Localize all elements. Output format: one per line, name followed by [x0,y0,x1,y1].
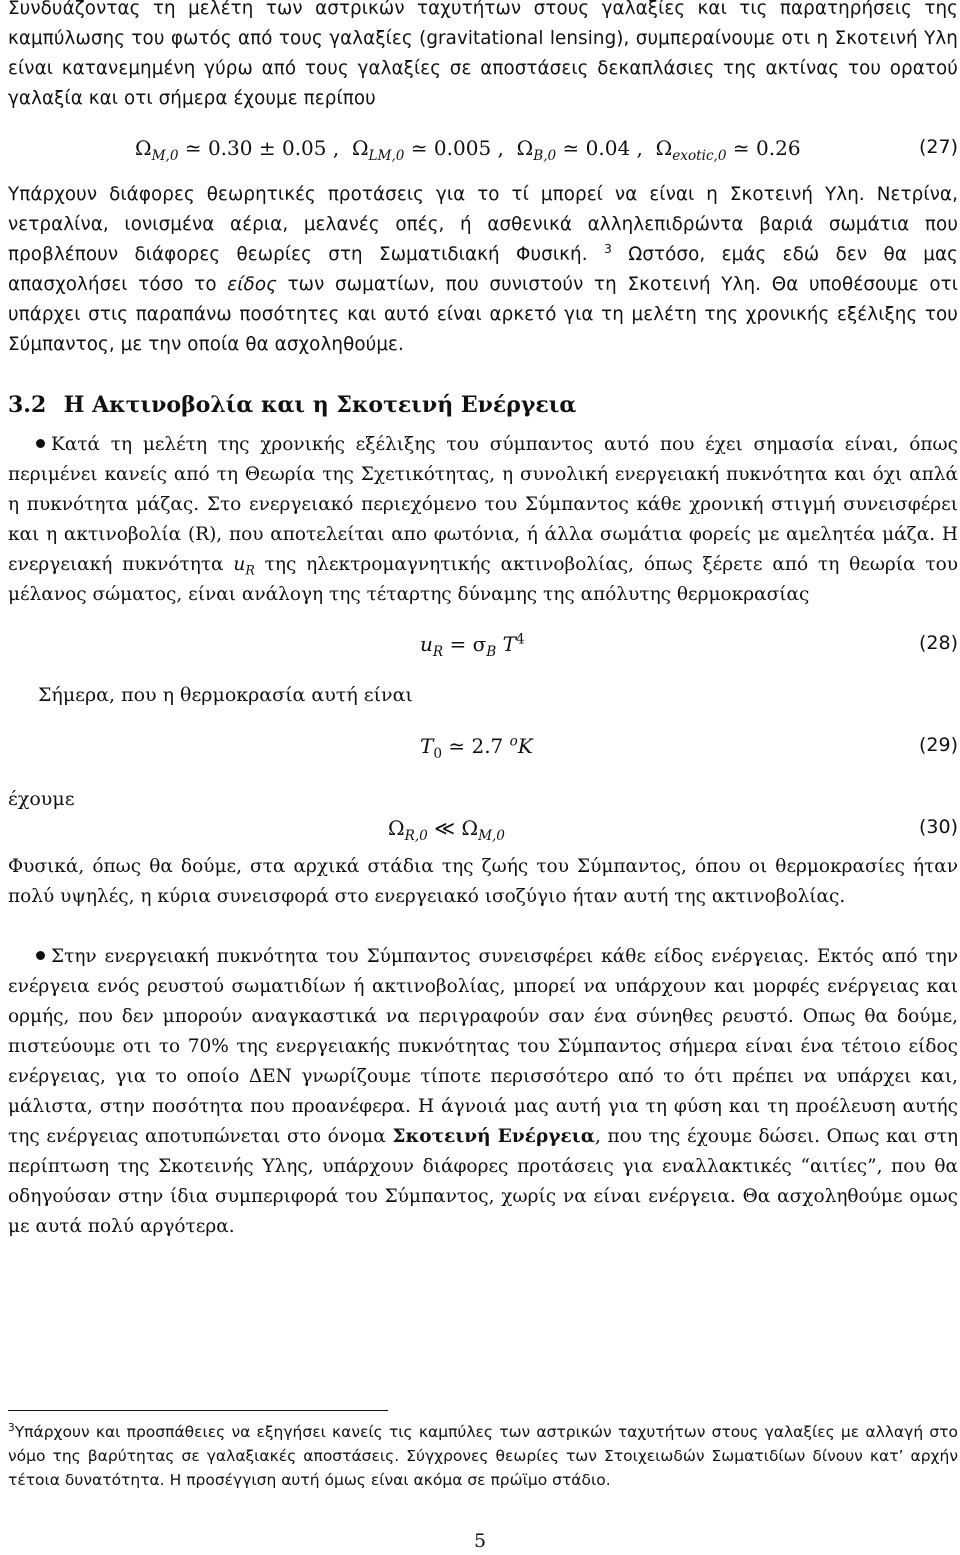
footnote-marker: 3 [603,241,612,257]
footnote: $^3$Υπάρχουν και προσπάθειες να εξηγήσει κανείς τις καμπύλες των αστρικών ταχυτήτων στους γαλαξίες με αλλαγή στο νόμο της βαρύτητας σε γαλαξιακές αποστάσεις. Σύγχρονες θεωρίες των Στοιχειωδών Σωματιδίων δίνουν κατ’ αρχήν τέτοια δυνατότητα. Η προσέγγιση αυτή όμως είναι ακόμα σε πρώϊμο στάδιο. [8,1422,958,1489]
page-number: 5 [473,1530,487,1552]
equation-27-body: $\Omega_{M,0}$ ≃ 0.30 ± 0.05 , $\Omega_{LM,0}$ ≃ 0.005 , $\Omega_{B,0}$ ≃ 0.04 , $\Omega_{exotic,0}$ ≃ 0.26 [135,136,801,164]
equation-28 [0,632,958,664]
bullet-icon [36,951,45,960]
bold-term: Σκοτεινή Ενέργεια [392,1126,595,1147]
equation-29 [0,734,958,766]
bullet-radiation: Κατά τη μελέτη της χρονικής εξέλιξης του σύμπαντος αυτό που έχει σημασία είναι, όπως περιμένει κανείς από τη Θεωρία της Σχετικότητας, η συνολική ενεργειακή πυκνότητα και όχι απλά η πυκνότητα μάζας. Στο ενεργειακό περιεχόμενο του Σύμπαντος κάθε χρονική στιγμή συνεισφέρει και η ακτινοβολία (R), που αποτελείται απο φωτόνια, ή άλλα σωμάτια φορείς με αμελητέα μάζα. Η ενεργειακή πυκνότητα $u_R$ της ηλεκτρομαγνητικής ακτινοβολίας, όπως ξέρετε από τη θεωρία του μέλανος σώματος, είναι ανάλογη της τέταρτης δύναμης της απόλυτης θερμοκρασίας [8,434,958,605]
emphasis-text: είδος [227,274,277,295]
paragraph-early-universe: Φυσικά, όπως θα δούμε, στα αρχικά στάδια της ζωής του Σύμπαντος, όπου οι θερμοκρασίες ήταν πολύ υψηλές, η κύρια συνεισφορά στο ενεργειακό ισοζύγιο ήταν αυτή της ακτινοβολίας. [8,856,958,907]
equation-27 [0,136,958,168]
footnote-rule [8,1410,388,1411]
footnote-number: 3 [8,1422,15,1435]
label-we-have: έχουμε [8,788,75,810]
section-title: Η Ακτινοβολία και η Σκοτεινή Ενέργεια [63,392,577,418]
equation-28-body: $u_R = \sigma_B$ $T^4$ [420,631,525,660]
equation-30 [0,816,958,848]
equation-29-body: $T_0$ ≃ 2.7 $^o$K [420,733,533,762]
equation-30-body: $\Omega_{R,0}$ ≪ $\Omega_{M,0}$ [388,816,505,844]
equation-number: (27) [918,136,958,158]
paragraph-dark-matter-theories: Υπάρχουν διάφορες θεωρητικές προτάσεις για το τί μπορεί να είναι η Σκοτεινή Υλη. Νετρίνα, νετραλίνα, ιονισμένα αέρια, μελανές οπές, ή ασθενικά αλληλεπιδρώντα βαριά σωμάτια που προβλέπουν διάφορες θεωρίες στη Σωματιδιακή Φυσική. $^3$ Ωστόσο, εμάς εδώ δεν θα μας απασχολήσει τόσο το είδος των σωματίων, που συνιστούν τη Σκοτεινή Υλη. Θα υποθέσουμε οτι υπάρχει στις παραπάνω ποσότητες και αυτό είναι αρκετό για τη μελέτη της χρονικής εξέλιξης του Σύμπαντος, με την οποία θα ασχοληθούμε. [8,184,958,355]
bullet-icon [36,439,45,448]
equation-number: (28) [918,632,958,654]
equation-number: (30) [918,816,958,838]
equation-number: (29) [918,734,958,756]
bullet-dark-energy: Στην ενεργειακή πυκνότητα του Σύμπαντος συνεισφέρει κάθε είδος ενέργειας. Εκτός από την ενέργεια ενός ρευστού σωματιδίων ή ακτινοβολίας, μπορεί να υπάρχουν και μορφές ενέργειας και ορμής, που δεν μπορούν αναγκαστικά να περιγραφούν σαν ένα σύνηθες ρευστό. Οπως θα δούμε, πιστεύουμε οτι το 70% της ενεργειακής πυκνότητας του Σύμπαντος σήμερα είναι ένα τέτοιο είδος ενέργειας, για το οποίο ΔΕΝ γνωρίζουμε τίποτε περισσότερο από το ότι πρέπει να υπάρχει και, μάλιστα, στην ποσότητα που προανέφερα. Η άγνοιά μας αυτή για τη φύση και τη προέλευση αυτής της ενέργειας αποτυπώνεται στο όνομα Σκοτεινή Ενέργεια, που της έχουμε δώσει. Οπως και στη περίπτωση της Σκοτεινής Υλης, υπάρχουν διάφορες προτάσεις για εναλλακτικές “αιτίες”, που θα οδηγούσαν στην ίδια συμπεριφορά του Σύμπαντος, χωρίς να είναι ενέργεια. Θα ασχοληθούμε ομως με αυτά πολύ αργότερα. [8,946,958,1237]
label-today: Σήμερα, που η θερμοκρασία αυτή είναι [38,684,413,706]
section-number: 3.2 [8,392,47,418]
paragraph-dark-matter-intro: Συνδυάζοντας τη μελέτη των αστρικών ταχυτήτων στους γαλαξίες και τις παρατηρήσεις της καμπύλωσης του φωτός από τους γαλαξίες (gravitational lensing), συμπεραίνουμε οτι η Σκοτεινή Υλη είναι κατανεμημένη γύρω από τους γαλαξίες σε αποστάσεις δεκαπλάσιες της ακτίνας του ορατού γαλαξία και οτι σήμερα έχουμε περίπου [8,0,958,109]
section-heading [8,392,576,418]
